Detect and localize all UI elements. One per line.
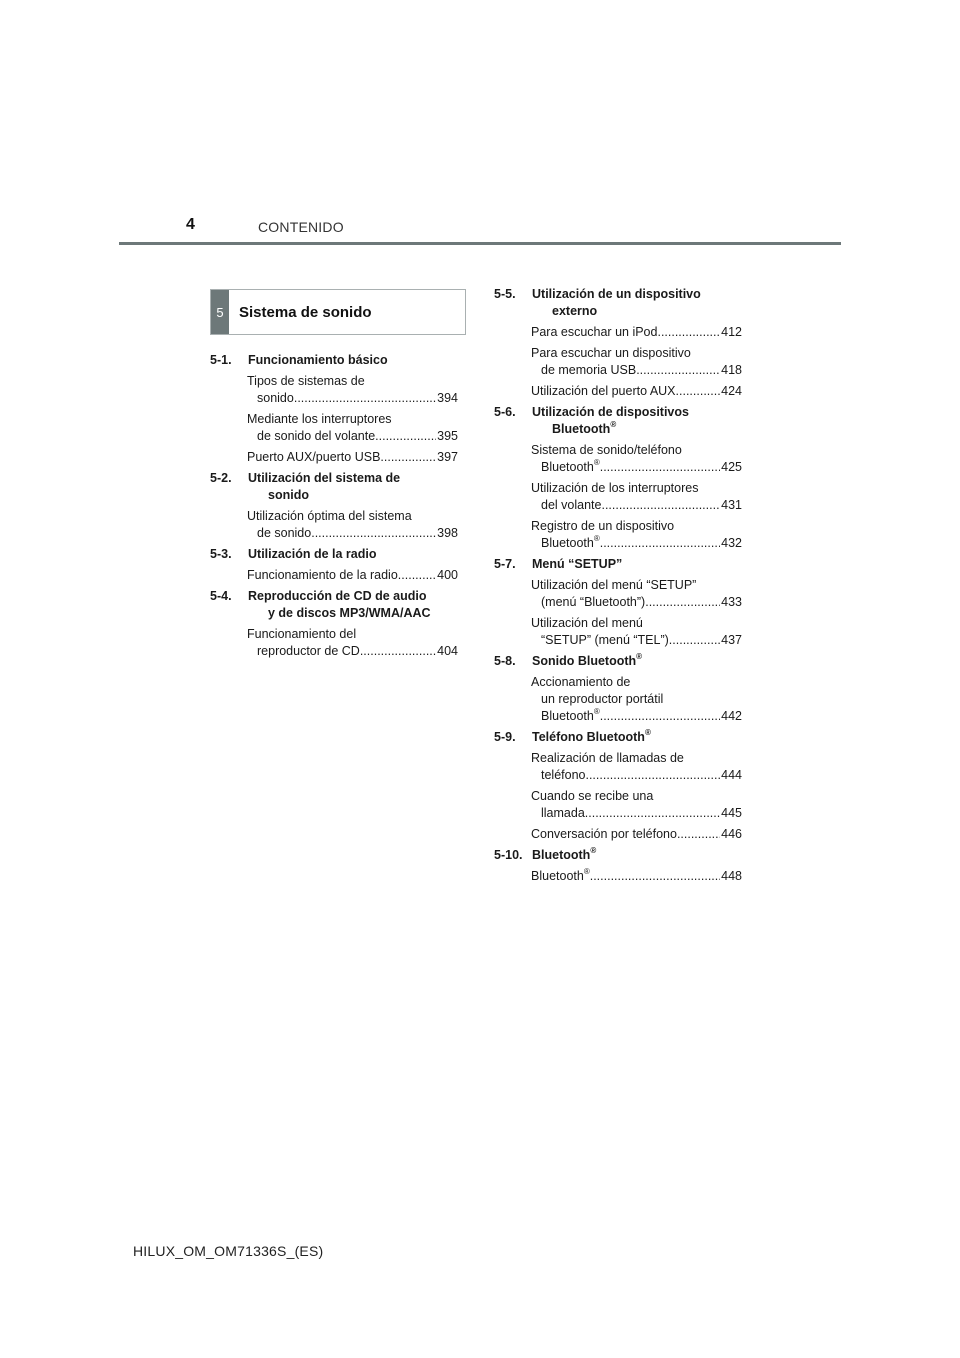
toc-entry-row [531, 594, 742, 611]
toc-page-number: 442 [721, 709, 742, 723]
toc-group-title-line: Funcionamiento básico [248, 353, 388, 367]
toc-entry-text: Utilización óptima del sistema [247, 509, 412, 523]
leader-dots [600, 535, 720, 552]
toc-entry-row [531, 535, 742, 552]
header-title: CONTENIDO [258, 219, 344, 235]
toc-group-title-line: externo [552, 304, 598, 318]
toc-group-number: 5-10. [494, 848, 523, 862]
registered-mark: ® [590, 846, 597, 855]
leader-dots [657, 324, 720, 341]
toc-entry-label [541, 708, 720, 725]
toc-entry-text: Utilización del menú “SETUP” [531, 578, 697, 592]
toc-entry-row [531, 868, 742, 885]
section-box [210, 289, 466, 335]
leader-dots [398, 567, 436, 584]
toc-right-column [494, 286, 742, 889]
toc-entry[interactable] [247, 411, 458, 445]
toc-group-heading[interactable] [210, 588, 458, 622]
toc-entry-text: Sistema de sonido/teléfono [531, 443, 682, 457]
toc-entry-text: Para escuchar un iPod [531, 325, 658, 339]
toc-group-number: 5-3. [210, 547, 232, 561]
toc-group-number: 5-4. [210, 589, 232, 603]
toc-group [494, 847, 742, 885]
toc-entry-label [541, 362, 720, 379]
toc-entry-text: Accionamiento de [531, 675, 631, 689]
toc-group [210, 352, 458, 466]
toc-group-heading[interactable] [494, 729, 742, 746]
toc-entry-text: Cuando se recibe una [531, 789, 654, 803]
toc-entry-text: sonido [257, 391, 294, 405]
toc-entry-text: de sonido del volante [257, 429, 376, 443]
toc-entry[interactable] [531, 518, 742, 552]
toc-entry[interactable] [531, 442, 742, 476]
toc-group-title-line: Bluetooth® [532, 846, 597, 862]
toc-entry-label [247, 567, 436, 584]
registered-mark: ® [636, 652, 643, 661]
toc-entry-text: Conversación por teléfono [531, 827, 677, 841]
toc-entry-label [531, 383, 720, 400]
toc-page-number: 437 [721, 633, 742, 647]
toc-entry[interactable] [247, 626, 458, 660]
toc-group-title-line: Utilización de dispositivos [532, 405, 689, 419]
toc-entry[interactable] [531, 615, 742, 649]
leader-dots [590, 868, 720, 885]
toc-entry[interactable] [531, 383, 742, 400]
page-number: 4 [186, 216, 195, 233]
leader-dots [636, 362, 720, 379]
leader-dots [600, 708, 720, 725]
toc-entry-text: Bluetooth® [541, 708, 600, 723]
leader-dots [600, 459, 720, 476]
toc-entry-row [247, 525, 458, 542]
toc-entry-text: Tipos de sistemas de [247, 374, 365, 388]
toc-entry-text: de memoria USB [541, 363, 637, 377]
section-title: Sistema de sonido [239, 303, 372, 321]
toc-group-heading[interactable] [494, 286, 742, 320]
toc-entry-label [257, 428, 436, 445]
toc-group-title [532, 847, 742, 864]
toc-left-column [210, 352, 458, 664]
toc-group-heading[interactable] [494, 653, 742, 670]
toc-entry-label [541, 632, 720, 649]
registered-mark: ® [593, 459, 600, 467]
toc-entry-text: Mediante los interruptores [247, 412, 392, 426]
toc-entry-row [247, 643, 458, 660]
toc-entry-label [541, 497, 720, 514]
toc-entry-text: Bluetooth® [541, 459, 600, 474]
toc-group [210, 546, 458, 584]
toc-entry-text: Realización de llamadas de [531, 751, 684, 765]
toc-group-heading[interactable] [210, 546, 458, 563]
toc-group-title-line: sonido [268, 488, 309, 502]
toc-group-title [532, 404, 742, 438]
registered-mark: ® [644, 728, 651, 737]
leader-dots [585, 767, 720, 784]
toc-entry-row [247, 428, 458, 445]
toc-entry-text: Funcionamiento del [247, 627, 357, 641]
toc-entry-label [541, 805, 720, 822]
toc-group [494, 286, 742, 400]
toc-entry-label [531, 324, 720, 341]
toc-entry-label [541, 767, 720, 784]
toc-group-title-line: Teléfono Bluetooth® [532, 728, 651, 744]
toc-entry-row [531, 383, 742, 400]
toc-page-number: 446 [721, 827, 742, 841]
toc-entry-row [531, 805, 742, 822]
toc-entry-text: Bluetooth® [541, 535, 600, 550]
toc-entry-label [247, 449, 436, 466]
toc-entry-text: Utilización de los interruptores [531, 481, 699, 495]
toc-page-number: 425 [721, 460, 742, 474]
toc-group-title-line: y de discos MP3/WMA/AAC [268, 606, 431, 620]
section-number: 5 [211, 290, 229, 334]
leader-dots [601, 497, 720, 514]
toc-entry[interactable] [247, 373, 458, 407]
toc-group-title-line: Reproducción de CD de audio [248, 589, 427, 603]
toc-entry-text: teléfono [541, 768, 586, 782]
toc-entry-row [247, 567, 458, 584]
toc-group-title [532, 286, 742, 320]
toc-entry-row [531, 632, 742, 649]
toc-entry[interactable] [531, 788, 742, 822]
toc-group-title-line: Utilización de un dispositivo [532, 287, 701, 301]
toc-entry-text: de sonido [257, 526, 312, 540]
toc-entry[interactable] [531, 577, 742, 611]
toc-entry-label [541, 594, 720, 611]
registered-mark: ® [610, 420, 617, 429]
toc-page-number: 444 [721, 768, 742, 782]
toc-group-title-line: Menú “SETUP” [532, 557, 623, 571]
toc-entry[interactable] [531, 674, 742, 725]
toc-group-number: 5-9. [494, 730, 516, 744]
toc-entry[interactable] [531, 826, 742, 843]
toc-entry-row [247, 390, 458, 407]
toc-group [494, 404, 742, 552]
toc-page-number: 398 [437, 526, 458, 540]
leader-dots [669, 632, 720, 649]
toc-page-number: 433 [721, 595, 742, 609]
toc-group [494, 653, 742, 725]
toc-entry-row [247, 449, 458, 466]
toc-entry-text: un reproductor portátil [541, 692, 664, 706]
toc-group-number: 5-8. [494, 654, 516, 668]
leader-dots [380, 449, 436, 466]
toc-group [210, 470, 458, 542]
leader-dots [375, 428, 436, 445]
toc-group-title [532, 729, 742, 746]
toc-entry-label [257, 390, 436, 407]
toc-page-number: 431 [721, 498, 742, 512]
toc-entry[interactable] [531, 345, 742, 379]
toc-group [494, 729, 742, 843]
toc-entry[interactable] [531, 750, 742, 784]
toc-entry-text: Puerto AUX/puerto USB [247, 450, 381, 464]
toc-group-title [532, 556, 742, 573]
toc-entry[interactable] [531, 324, 742, 341]
registered-mark: ® [593, 708, 600, 716]
toc-entry-row [531, 497, 742, 514]
toc-group-number: 5-2. [210, 471, 232, 485]
leader-dots [677, 826, 720, 843]
leader-dots [311, 525, 436, 542]
header-rule [119, 242, 841, 245]
toc-page-number: 395 [437, 429, 458, 443]
toc-entry[interactable] [531, 868, 742, 885]
toc-group-heading[interactable] [210, 470, 458, 504]
toc-entry-row [531, 708, 742, 725]
toc-group-title-line: Sonido Bluetooth® [532, 652, 643, 668]
toc-group-number: 5-7. [494, 557, 516, 571]
toc-entry-text: llamada [541, 806, 585, 820]
toc-page-number: 404 [437, 644, 458, 658]
toc-group-title [248, 588, 458, 622]
toc-group-number: 5-6. [494, 405, 516, 419]
toc-entry-text: Para escuchar un dispositivo [531, 346, 691, 360]
toc-entry-label [257, 525, 436, 542]
toc-page-number: 400 [437, 568, 458, 582]
toc-entry-text: del volante [541, 498, 602, 512]
toc-entry[interactable] [247, 508, 458, 542]
toc-group-title [248, 352, 458, 369]
toc-entry[interactable] [247, 449, 458, 466]
toc-group-heading[interactable] [210, 352, 458, 369]
toc-entry-row [531, 324, 742, 341]
footer-code: HILUX_OM_OM71336S_(ES) [133, 1243, 324, 1259]
toc-group [210, 588, 458, 660]
toc-entry-text: Funcionamiento de la radio [247, 568, 398, 582]
toc-group-title [248, 470, 458, 504]
toc-entry-text: (menú “Bluetooth”) [541, 595, 646, 609]
toc-entry-label [257, 643, 436, 660]
leader-dots [294, 390, 436, 407]
toc-group-heading[interactable] [494, 556, 742, 573]
leader-dots [676, 383, 721, 400]
toc-group-number: 5-1. [210, 353, 232, 367]
leader-dots [645, 594, 720, 611]
toc-page-number: 424 [721, 384, 742, 398]
toc-entry-text: Utilización del menú [531, 616, 643, 630]
toc-entry-row [531, 362, 742, 379]
toc-group-title-line: Utilización del sistema de [248, 471, 401, 485]
registered-mark: ® [593, 535, 600, 543]
toc-entry-row [531, 767, 742, 784]
toc-group-title [248, 546, 458, 563]
toc-entry-text: Registro de un dispositivo [531, 519, 675, 533]
toc-entry-row [531, 826, 742, 843]
toc-entry[interactable] [247, 567, 458, 584]
toc-group-number: 5-5. [494, 287, 516, 301]
toc-entry-label [531, 868, 720, 885]
toc-page-number: 432 [721, 536, 742, 550]
toc-entry-text: “SETUP” (menú “TEL”) [541, 633, 669, 647]
toc-page-number: 412 [721, 325, 742, 339]
toc-page-number: 418 [721, 363, 742, 377]
toc-group-title-line: Utilización de la radio [248, 547, 377, 561]
toc-entry-text: Utilización del puerto AUX [531, 384, 676, 398]
toc-group-heading[interactable] [494, 404, 742, 438]
toc-page-number: 397 [437, 450, 458, 464]
toc-group-title-line: Bluetooth® [552, 420, 617, 436]
toc-group-heading[interactable] [494, 847, 742, 864]
toc-entry-row [531, 459, 742, 476]
toc-page-number: 394 [437, 391, 458, 405]
toc-group-title [532, 653, 742, 670]
toc-group [494, 556, 742, 649]
toc-entry[interactable] [531, 480, 742, 514]
toc-entry-text: Bluetooth® [531, 868, 590, 883]
toc-page-number: 445 [721, 806, 742, 820]
toc-entry-text: reproductor de CD [257, 644, 360, 658]
leader-dots [360, 643, 436, 660]
toc-entry-label [541, 535, 720, 552]
toc-page-number: 448 [721, 869, 742, 883]
registered-mark: ® [583, 868, 590, 876]
leader-dots [585, 805, 720, 822]
toc-entry-label [541, 459, 720, 476]
toc-entry-label [531, 826, 720, 843]
